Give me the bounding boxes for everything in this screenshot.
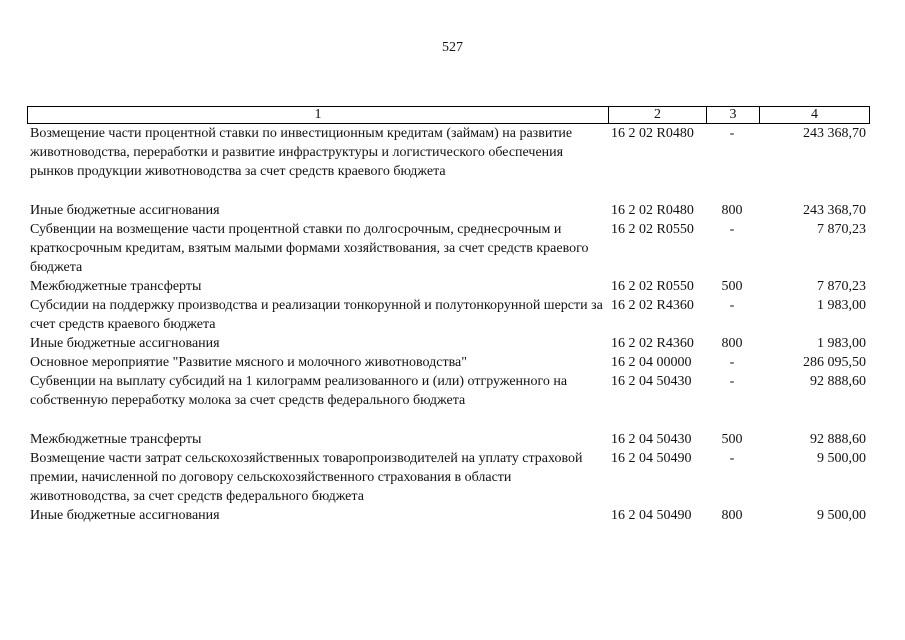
table-header [27,106,870,124]
row-type: 800 [721,203,743,218]
table-body [0,124,905,525]
row-code: 16 2 02 R0550 [611,279,694,294]
table-row [0,353,905,372]
row-name: Возмещение части процентной ставки по инвестиционным кредитам (займам) на развитие животноводства, переработки и развитие инфраструктуры и логистического обеспечения рынков продукции животноводства за счет средств краевого бюджета [30,126,573,179]
row-name: Возмещение части затрат сельскохозяйственных товаропроизводителей на уплату страховой премии, начисленной по договору сельскохозяйственного страхования в области животноводства, за счет средств федерального бюджета [30,451,583,504]
row-code: 16 2 02 R0480 [611,126,694,141]
row-name: Межбюджетные трансферты [30,432,202,447]
row-amount: 243 368,70 [803,126,866,141]
row-type: - [729,222,735,237]
row-type: 800 [721,508,743,523]
row-code: 16 2 02 R0550 [611,222,694,237]
row-name: Субсидии на поддержку производства и реализации тонкорунной и полутонкорунной шерсти за счет средств краевого бюджета [30,298,603,332]
table-row [0,220,905,277]
row-code: 16 2 02 R0480 [611,203,694,218]
row-name: Субвенции на выплату субсидий на 1 килограмм реализованного и (или) отгруженного на собственную переработку молока за счет средств федерального бюджета [30,374,568,408]
row-amount: 1 983,00 [817,298,866,313]
row-amount: 1 983,00 [817,336,866,351]
row-amount: 7 870,23 [817,222,866,237]
row-amount: 286 095,50 [803,355,866,370]
row-code: 16 2 02 R4360 [611,336,694,351]
header-col-4: 4 [811,107,818,122]
table-row [0,449,905,506]
row-code: 16 2 02 R4360 [611,298,694,313]
row-type: - [729,126,735,141]
table-row [0,334,905,353]
row-type: 800 [721,336,743,351]
row-type: 500 [721,279,743,294]
table-row [0,201,905,220]
row-type: 500 [721,432,743,447]
row-type: - [729,355,735,370]
row-name: Основное мероприятие "Развитие мясного и молочного животноводства" [30,355,467,370]
row-amount: 243 368,70 [803,203,866,218]
row-code: 16 2 04 50430 [611,374,692,389]
row-type: - [729,451,735,466]
row-code: 16 2 04 50490 [611,451,692,466]
row-amount: 9 500,00 [817,508,866,523]
header-col-2: 2 [654,107,661,122]
row-type: - [729,298,735,313]
row-code: 16 2 04 00000 [611,355,692,370]
row-amount: 9 500,00 [817,451,866,466]
table-row [0,277,905,296]
table-row [0,296,905,334]
table-row [0,506,905,525]
table-row [0,372,905,430]
page-number: 527 [442,40,463,55]
row-name: Иные бюджетные ассигнования [30,508,220,523]
row-name: Субвенции на возмещение части процентной ставки по долгосрочным, среднесрочным и краткосрочным кредитам, взятым малыми формами хозяйствования, за счет средств краевого бюджета [30,222,589,275]
row-amount: 7 870,23 [817,279,866,294]
row-code: 16 2 04 50430 [611,432,692,447]
header-col-1: 1 [314,107,322,122]
row-type: - [729,374,735,389]
table-row [0,124,905,201]
row-name: Межбюджетные трансферты [30,279,202,294]
row-amount: 92 888,60 [810,432,866,447]
table-row [0,430,905,449]
row-amount: 92 888,60 [810,374,866,389]
row-name: Иные бюджетные ассигнования [30,336,220,351]
header-col-3: 3 [729,107,737,122]
row-name: Иные бюджетные ассигнования [30,203,220,218]
row-code: 16 2 04 50490 [611,508,692,523]
